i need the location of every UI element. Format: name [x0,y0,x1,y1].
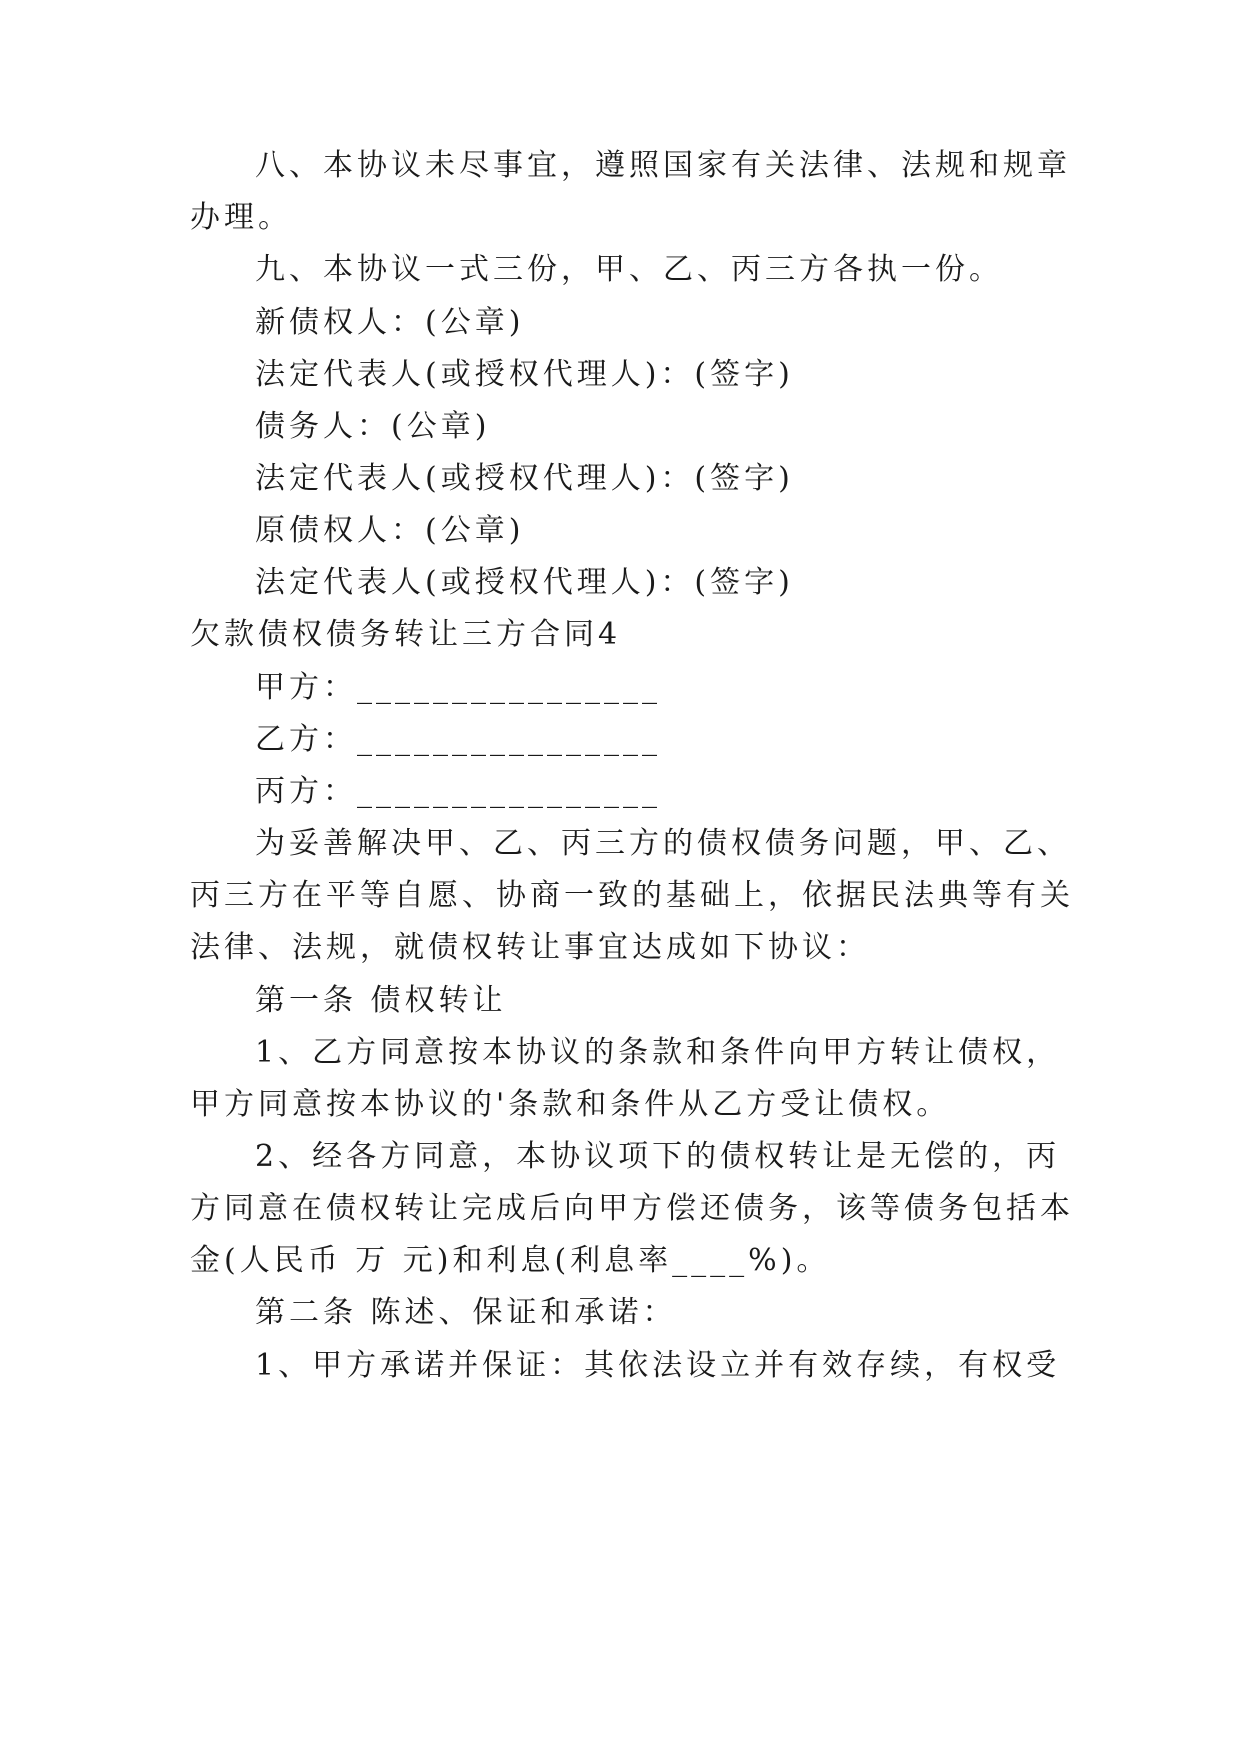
party-a: 甲方：________________ [255,670,661,705]
article-2-heading: 第二条 陈述、保证和承诺： [255,1295,677,1330]
original-creditor-signature: 法定代表人(或授权代理人)：(签字) [255,565,794,600]
original-creditor-seal: 原债权人：(公章) [255,513,525,548]
clause-8-line-2: 办理。 [190,200,292,235]
preamble-line-2: 丙三方在平等自愿、协商一致的基础上，依据民法典等有关 [190,878,1074,913]
article-1-item-1-line-2: 甲方同意按本协议的'条款和条件从乙方受让债权。 [190,1087,951,1122]
article-1-item-2-line-2: 方同意在债权转让完成后向甲方偿还债务，该等债务包括本 [190,1191,1074,1226]
article-2-item-1-line-1: 1、甲方承诺并保证：其依法设立并有效存续，有权受 [255,1348,1061,1383]
debtor-signature: 法定代表人(或授权代理人)：(签字) [255,461,794,496]
article-1-item-2-line-3: 金(人民币 万 元)和利息(利息率____%)。 [190,1243,831,1278]
debtor-seal: 债务人：(公章) [255,409,491,444]
article-1-heading: 第一条 债权转让 [255,983,507,1018]
new-creditor-seal: 新债权人：(公章) [255,305,525,340]
clause-9: 九、本协议一式三份，甲、乙、丙三方各执一份。 [255,252,1003,287]
party-b: 乙方：________________ [255,722,661,757]
party-c: 丙方：________________ [255,774,661,809]
article-1-item-2-line-1: 2、经各方同意，本协议项下的债权转让是无偿的，丙 [255,1139,1061,1174]
clause-8-line-1: 八、本协议未尽事宜，遵照国家有关法律、法规和规章 [255,148,1071,183]
preamble-line-1: 为妥善解决甲、乙、丙三方的债权债务问题，甲、乙、 [255,826,1071,861]
preamble-line-3: 法律、法规，就债权转让事宜达成如下协议： [190,930,870,965]
contract-title: 欠款债权债务转让三方合同4 [190,617,622,652]
article-1-item-1-line-1: 1、乙方同意按本协议的条款和条件向甲方转让债权， [255,1035,1061,1070]
new-creditor-signature: 法定代表人(或授权代理人)：(签字) [255,357,794,392]
